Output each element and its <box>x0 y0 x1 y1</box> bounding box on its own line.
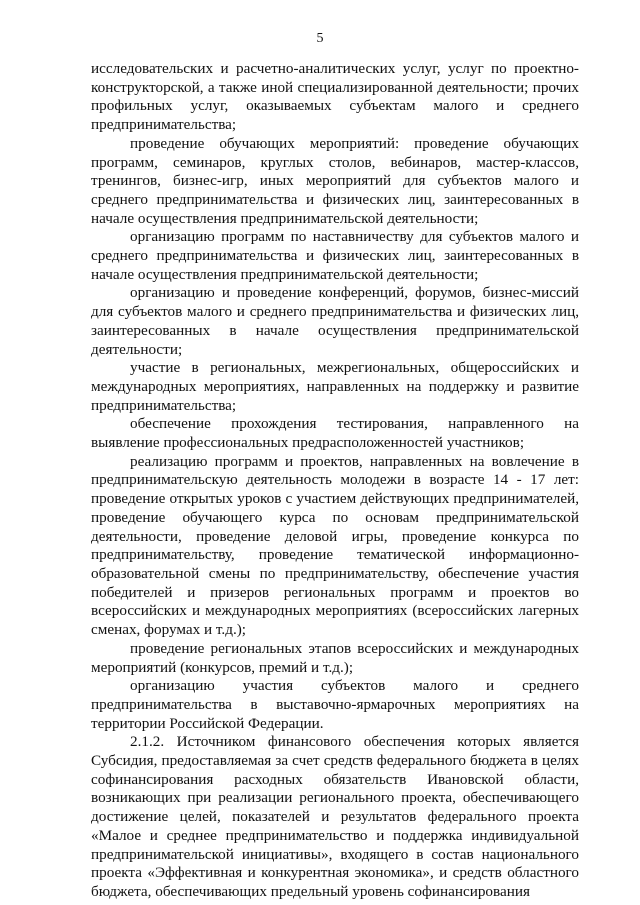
paragraph-continued: исследовательских и расчетно-аналитических услуг, услуг по проектно-конструкторской, а также иной специализированной деятельности; прочих профильных услуг, оказываемых субъектам малого и среднего предпринимательства; <box>91 60 579 134</box>
paragraph-training-events: проведение обучающих мероприятий: проведение обучающих программ, семинаров, круглых столов, вебинаров, мастер-классов, тренингов, бизнес-игр, иных мероприятий для субъектов малого и среднего предпринимательства и физических лиц, заинтересованных в начале осуществления предпринимательской деятельности; <box>91 134 579 227</box>
paragraph-mentorship: организацию программ по наставничеству для субъектов малого и среднего предпринимательства и физических лиц, заинтересованных в начале осуществления предпринимательской деятельности; <box>91 228 579 283</box>
paragraph-testing: обеспечение прохождения тестирования, направленного на выявление профессиональных предрасположенностей участников; <box>91 415 579 452</box>
paragraph-conferences: организацию и проведение конференций, форумов, бизнес-миссий для субъектов малого и среднего предпринимательства и физических лиц, заинтересованных в начале осуществления предпринимательской деятельности; <box>91 284 579 358</box>
paragraph-youth-programs: реализацию программ и проектов, направленных на вовлечение в предпринимательскую деятельность молодежи в возрасте 14 - 17 лет: проведение открытых уроков с участием действующих предпринимателей, проведение обучающего курса по основам предпринимательской деятельности, проведение деловой игры, проведение конкурса по предпринимательству, проведение тематической информационно-образовательной смены по предпринимательству, обеспечение участия победителей и призеров региональных программ и проектов во всероссийских и международных мероприятиях (всероссийских лагерных сменах, форумах и т.д.); <box>91 452 579 639</box>
document-body <box>91 60 579 902</box>
paragraph-exhibitions: организацию участия субъектов малого и среднего предпринимательства в выставочно-ярмарочных мероприятиях на территории Российской Федерации. <box>91 677 579 732</box>
paragraph-section-2-1-2: 2.1.2. Источником финансового обеспечения которых является Субсидия, предоставляемая за счет средств федерального бюджета в целях софинансирования расходных обязательств Ивановской области, возникающих при реализации регионального проекта, обеспечивающего достижение целей, показателей и результатов федерального проекта «Малое и среднее предпринимательство и поддержка индивидуальной предпринимательской инициативы», входящего в состав национального проекта «Эффективная и конкурентная экономика», и средств областного бюджета, обеспечивающих предельный уровень софинансирования <box>91 733 579 900</box>
paragraph-participation: участие в региональных, межрегиональных, общероссийских и международных мероприятиях, направленных на поддержку и развитие предпринимательства; <box>91 359 579 414</box>
page-number: 5 <box>316 31 324 46</box>
paragraph-regional-stages: проведение региональных этапов всероссийских и международных мероприятий (конкурсов, премий и т.д.); <box>91 639 579 676</box>
